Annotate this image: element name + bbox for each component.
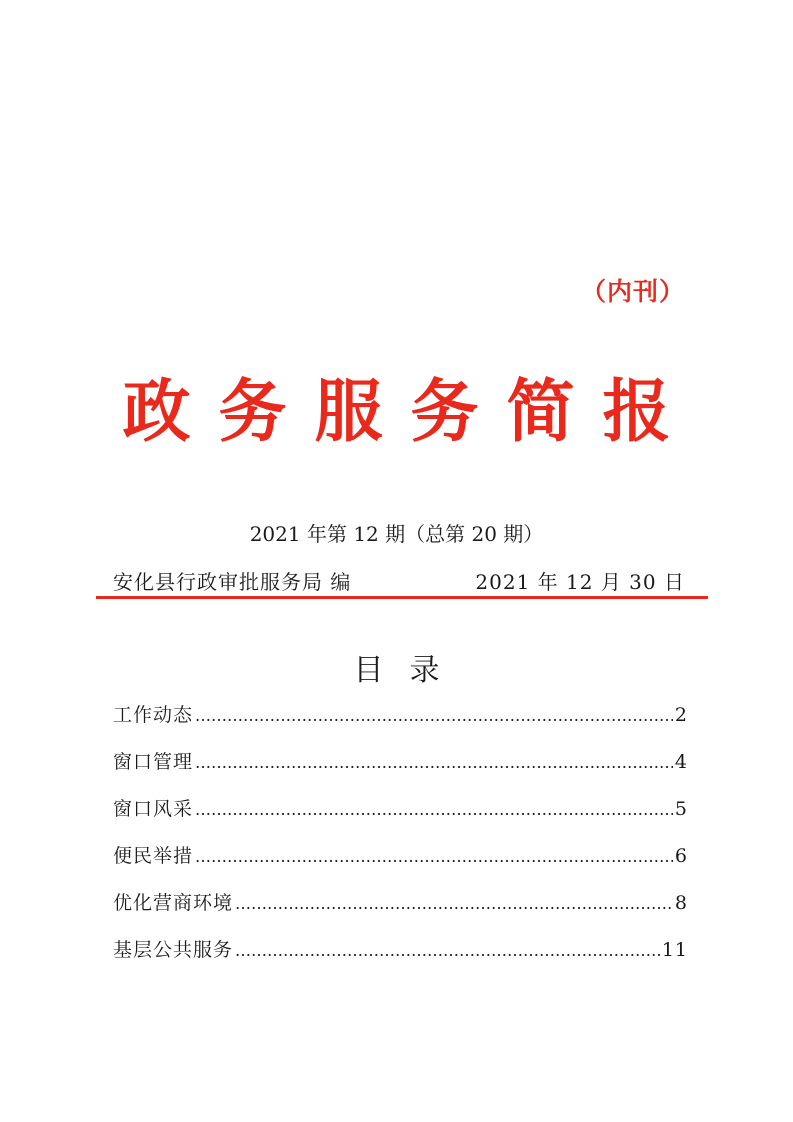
toc-item[interactable] [113,888,688,935]
toc-item[interactable] [113,841,688,888]
toc-item[interactable] [113,935,688,982]
toc-item[interactable] [113,700,688,747]
toc-item-label: 优化营商环境 [113,892,234,914]
toc-item-page: 4 [674,751,688,773]
toc-leader-dots [195,706,673,725]
toc-item-label: 窗口管理 [113,751,194,773]
masthead-title: 政务服务简报 [122,373,699,452]
toc-leader-dots [195,800,673,819]
toc-item-page: 6 [674,845,688,867]
toc-item-label: 窗口风采 [113,798,194,820]
toc-leader-dots [235,894,673,913]
internal-badge: （内刊） [580,277,685,306]
toc-item[interactable] [113,794,688,841]
toc-item-page: 2 [674,704,688,726]
toc-item-label: 工作动态 [113,704,194,726]
red-divider [96,596,708,599]
toc-item-page: 11 [661,939,688,961]
publisher-row [113,566,685,595]
publish-date: 2021 年 12 月 30 日 [475,570,685,594]
issue-number: 2021 年第 12 期（总第 20 期） [249,522,544,546]
table-of-contents [113,700,688,982]
toc-item-page: 5 [674,798,688,820]
toc-item-label: 基层公共服务 [113,939,234,961]
toc-title: 目录 [353,653,466,688]
toc-leader-dots [235,941,660,960]
toc-item-label: 便民举措 [113,845,194,867]
toc-leader-dots [195,753,673,772]
publisher: 安化县行政审批服务局 编 [113,570,352,594]
toc-item-page: 8 [674,892,688,914]
toc-leader-dots [195,847,673,866]
toc-item[interactable] [113,747,688,794]
